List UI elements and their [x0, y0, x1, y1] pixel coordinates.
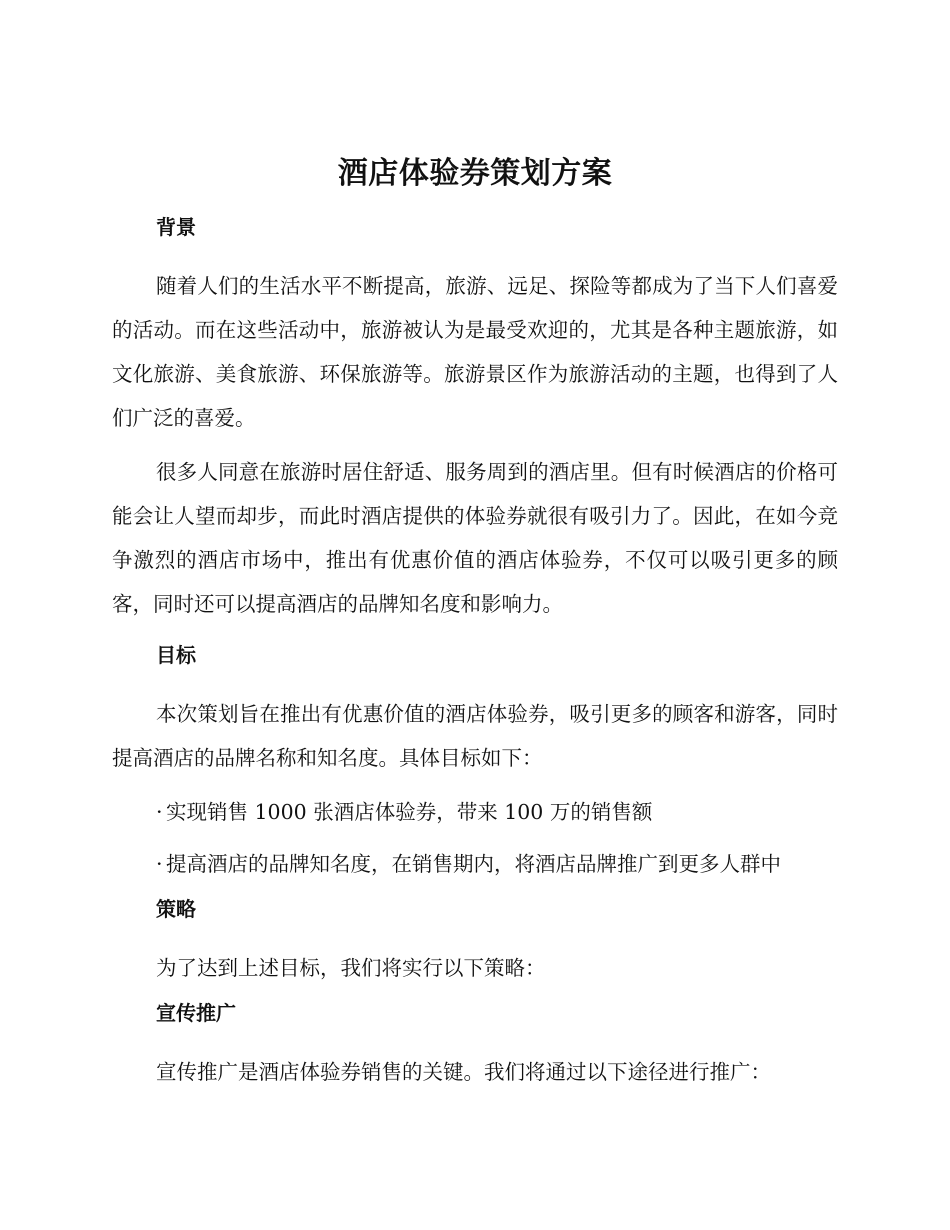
section-heading-background: 背景 [156, 215, 196, 239]
background-paragraph-1: 随着人们的生活水平不断提高，旅游、远足、探险等都成为了当下人们喜爱的活动。而在这些活动中，旅游被认为是最受欢迎的，尤其是各种主题旅游，如文化旅游、美食旅游、环保旅游等。旅游景区作为旅游活动的主题，也得到了人们广泛的喜爱。 [112, 274, 838, 430]
section-heading-goals: 目标 [156, 643, 196, 667]
goals-bullet-2 [112, 842, 838, 886]
section-heading-strategy: 策略 [156, 897, 196, 921]
section-heading-promotion: 宣传推广 [156, 1001, 236, 1025]
bullet-symbol: · [156, 852, 163, 876]
strategy-paragraph: 为了达到上述目标，我们将实行以下策略： [156, 956, 546, 980]
goals-bullet-1 [112, 790, 838, 834]
document-page [112, 150, 838, 1102]
goals-paragraph: 本次策划旨在推出有优惠价值的酒店体验券，吸引更多的顾客和游客，同时提高酒店的品牌名称和知名度。具体目标如下： [112, 702, 838, 770]
promotion-paragraph: 宣传推广是酒店体验券销售的关键。我们将通过以下途径进行推广： [156, 1060, 771, 1084]
background-paragraph-2: 很多人同意在旅游时居住舒适、服务周到的酒店里。但有时候酒店的价格可能会让人望而却步，而此时酒店提供的体验券就很有吸引力了。因此，在如今竞争激烈的酒店市场中，推出有优惠价值的酒店体验券，不仅可以吸引更多的顾客，同时还可以提高酒店的品牌知名度和影响力。 [112, 460, 838, 616]
bullet-symbol: · [156, 800, 163, 824]
goals-bullet-1-text: 实现销售 1000 张酒店体验券，带来 100 万的销售额 [166, 800, 653, 824]
document-title: 酒店体验券策划方案 [337, 156, 613, 191]
goals-bullet-2-text: 提高酒店的品牌知名度，在销售期内，将酒店品牌推广到更多人群中 [166, 852, 781, 876]
